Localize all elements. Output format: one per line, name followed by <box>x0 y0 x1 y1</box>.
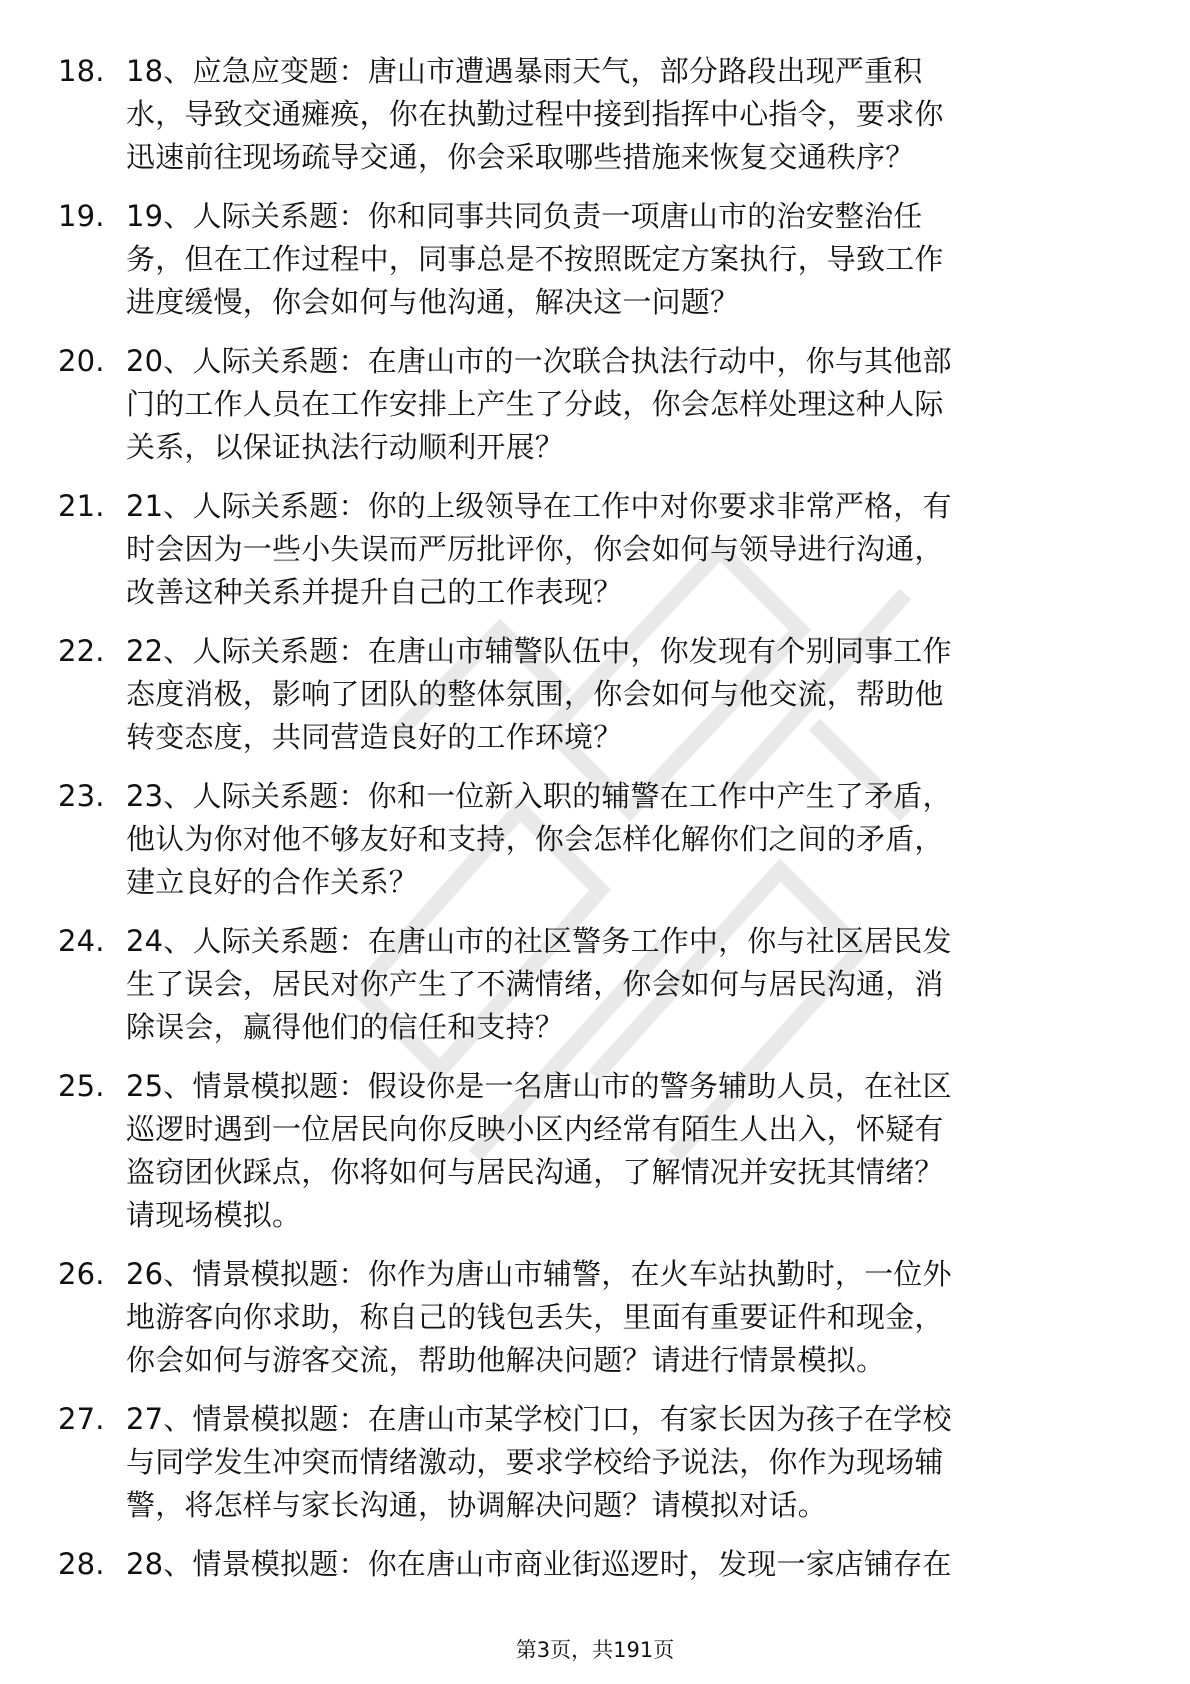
question-text-line: 务，但在工作过程中，同事总是不按照既定方案执行，导致工作 <box>126 242 944 276</box>
question-item <box>58 195 1138 324</box>
question-text-line: 迅速前往现场疏导交通，你会采取哪些措施来恢复交通秩序？ <box>126 140 915 174</box>
question-text-line: 盗窃团伙踩点，你将如何与居民沟通，了解情况并安抚其情绪？ <box>126 1155 944 1189</box>
question-text-line: 18、应急应变题：唐山市遭遇暴雨天气，部分路段出现严重积 <box>126 54 923 88</box>
question-number: 23. <box>58 779 105 813</box>
question-number: 19. <box>58 199 105 233</box>
question-number: 28. <box>58 1547 105 1581</box>
question-text-line: 19、人际关系题：你和同事共同负责一项唐山市的治安整治任 <box>126 199 923 233</box>
question-text-line: 态度消极，影响了团队的整体氛围，你会如何与他交流，帮助他 <box>126 677 944 711</box>
question-text-line: 24、人际关系题：在唐山市的社区警务工作中，你与社区居民发 <box>126 924 952 958</box>
question-item <box>58 485 1138 614</box>
question-item <box>58 340 1138 469</box>
question-text-line: 水，导致交通瘫痪，你在执勤过程中接到指挥中心指令，要求你 <box>126 97 944 131</box>
question-number: 25. <box>58 1069 105 1103</box>
question-item <box>58 630 1138 759</box>
question-text-line: 时会因为一些小失误而严厉批评你，你会如何与领导进行沟通， <box>126 532 944 566</box>
question-item <box>58 920 1138 1049</box>
question-text-line: 与同学发生冲突而情绪激动，要求学校给予说法，你作为现场辅 <box>126 1445 944 1479</box>
question-text-line: 28、情景模拟题：你在唐山市商业街巡逻时，发现一家店铺存在 <box>126 1547 952 1581</box>
question-text-line: 门的工作人员在工作安排上产生了分歧，你会怎样处理这种人际 <box>126 387 944 421</box>
question-text-line: 你会如何与游客交流，帮助他解决问题？请进行情景模拟。 <box>126 1343 886 1377</box>
question-text-line: 生了误会，居民对你产生了不满情绪，你会如何与居民沟通，消 <box>126 967 944 1001</box>
question-text-line: 20、人际关系题：在唐山市的一次联合执法行动中，你与其他部 <box>126 344 952 378</box>
question-number: 21. <box>58 489 105 523</box>
question-text-line: 21、人际关系题：你的上级领导在工作中对你要求非常严格，有 <box>126 489 952 523</box>
question-number: 18. <box>58 54 105 88</box>
question-text-line: 请现场模拟。 <box>126 1198 302 1232</box>
question-item <box>58 775 1138 904</box>
question-text-line: 警，将怎样与家长沟通，协调解决问题？请模拟对话。 <box>126 1488 827 1522</box>
question-text-line: 22、人际关系题：在唐山市辅警队伍中，你发现有个别同事工作 <box>126 634 952 668</box>
question-item <box>58 1065 1138 1237</box>
question-text-line: 改善这种关系并提升自己的工作表现？ <box>126 575 623 609</box>
question-text-line: 巡逻时遇到一位居民向你反映小区内经常有陌生人出入，怀疑有 <box>126 1112 944 1146</box>
page-footer: 第3页，共191页 <box>515 1638 675 1662</box>
question-number: 27. <box>58 1402 105 1436</box>
question-number: 26. <box>58 1257 105 1291</box>
question-number: 20. <box>58 344 105 378</box>
question-item <box>58 1543 1138 1586</box>
question-list <box>58 50 1138 1602</box>
question-text-line: 26、情景模拟题：你作为唐山市辅警，在火车站执勤时，一位外 <box>126 1257 952 1291</box>
question-text-line: 23、人际关系题：你和一位新入职的辅警在工作中产生了矛盾， <box>126 779 952 813</box>
question-text-line: 27、情景模拟题：在唐山市某学校门口，有家长因为孩子在学校 <box>126 1402 952 1436</box>
question-number: 24. <box>58 924 105 958</box>
question-number: 22. <box>58 634 105 668</box>
question-text-line: 25、情景模拟题：假设你是一名唐山市的警务辅助人员，在社区 <box>126 1069 952 1103</box>
question-text-line: 除误会，赢得他们的信任和支持？ <box>126 1010 565 1044</box>
question-item <box>58 50 1138 179</box>
question-text-line: 转变态度，共同营造良好的工作环境？ <box>126 720 623 754</box>
question-text-line: 关系，以保证执法行动顺利开展？ <box>126 430 565 464</box>
question-text-line: 进度缓慢，你会如何与他沟通，解决这一问题？ <box>126 285 740 319</box>
question-text-line: 建立良好的合作关系？ <box>126 865 419 899</box>
question-text-line: 他认为你对他不够友好和支持，你会怎样化解你们之间的矛盾， <box>126 822 944 856</box>
question-text-line: 地游客向你求助，称自己的钱包丢失，里面有重要证件和现金， <box>126 1300 944 1334</box>
question-item <box>58 1398 1138 1527</box>
question-item <box>58 1253 1138 1382</box>
